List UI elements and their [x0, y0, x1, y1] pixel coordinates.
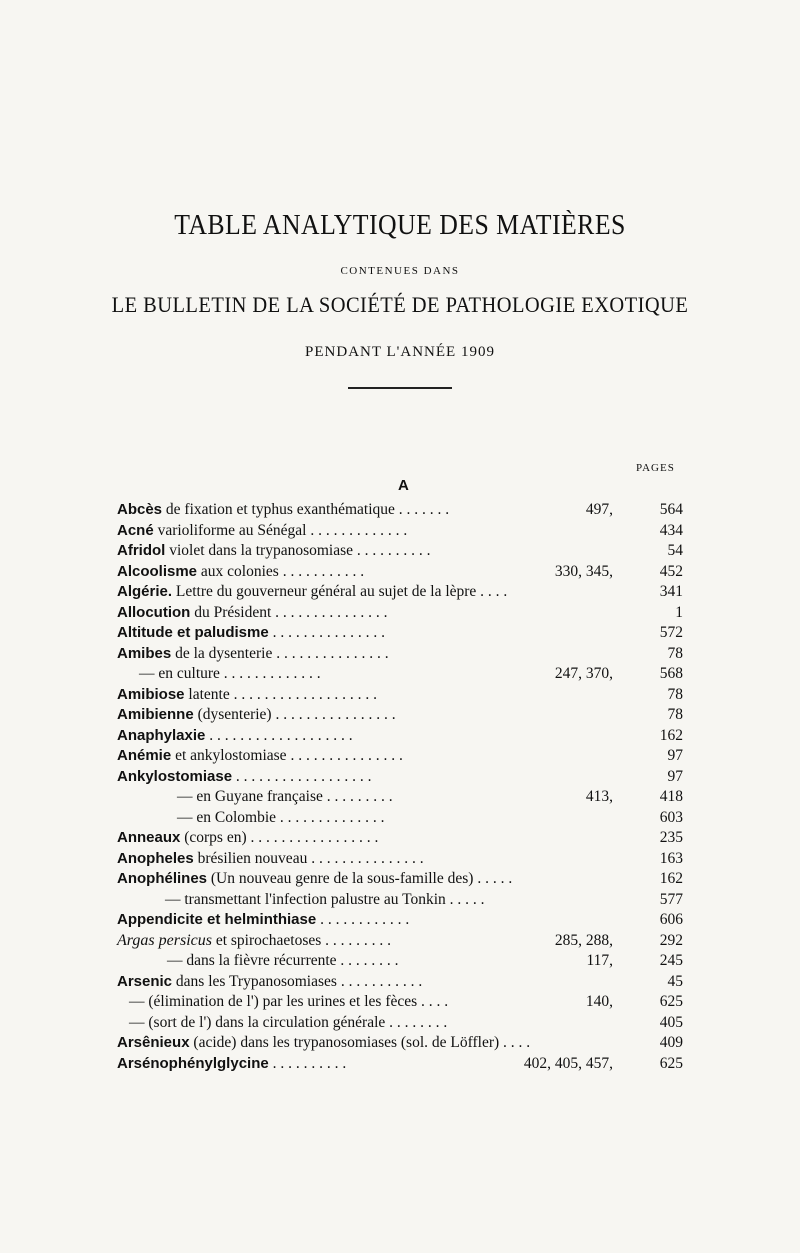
leader-dots: . . . . . — [473, 870, 513, 887]
leader-dots: . . . . . . . . . . . . . . . . — [271, 706, 396, 723]
index-entries — [117, 500, 685, 1074]
entry-page-refs: 247, 370, — [554, 665, 613, 682]
entry-page-number: 97 — [667, 767, 683, 785]
entry-label — [117, 664, 321, 685]
entry-description: (corps en) — [180, 829, 247, 846]
entry-description: (acide) dans les trypanosomiases (sol. de Löffler) — [189, 1034, 500, 1051]
entry-page-number: 568 — [659, 665, 683, 682]
entry-page-number: 54 — [667, 542, 683, 559]
entry-keyword: Anophélines — [117, 870, 208, 887]
entry-page-number: 97 — [667, 747, 683, 764]
entry-keyword: Anémie — [117, 747, 172, 764]
entry-description: — transmettant l'infection palustre au Tonkin — [165, 890, 446, 908]
entry-keyword: Arsenic — [117, 972, 173, 990]
entry-keyword: Argas persicus — [117, 931, 212, 949]
entry-page-number: 409 — [659, 1034, 683, 1051]
entry-label — [117, 828, 378, 849]
leader-dots: . . . . . . . . . . . . . . . — [272, 644, 389, 662]
entry-keyword: Anneaux — [117, 829, 181, 846]
entry-label — [117, 746, 403, 767]
index-entry — [117, 644, 685, 665]
index-entry — [117, 849, 685, 870]
entry-description: de fixation et typhus exanthématique — [162, 501, 395, 518]
entry-page-refs: 402, 405, 457, — [523, 1054, 613, 1072]
index-entry — [117, 1054, 685, 1075]
entry-description: — en Colombie — [177, 808, 277, 826]
entry-description: aux colonies — [197, 562, 279, 580]
index-entry — [117, 521, 685, 542]
index-entry — [117, 910, 685, 931]
entry-page-refs: 413, — [585, 788, 613, 805]
leader-dots: . . . . . . . . . . . . . . . — [271, 603, 388, 621]
entry-keyword: Amibienne — [117, 706, 194, 723]
index-entry — [117, 869, 685, 890]
leader-dots: . . . . — [499, 1034, 531, 1051]
index-entry — [117, 685, 685, 706]
index-entry — [117, 541, 685, 562]
index-entry — [117, 890, 685, 911]
leader-dots: . . . . . . . . . . . . . . . — [307, 849, 424, 867]
entry-page-number: 577 — [659, 890, 683, 908]
subtitle: CONTENUES DANS — [340, 265, 460, 277]
index-entry — [117, 1033, 685, 1054]
entry-label — [117, 767, 372, 788]
leader-dots: . . . . . . . . . . . . . — [219, 665, 321, 682]
entry-description: (Un nouveau genre de la sous-famille des) — [207, 870, 474, 887]
entry-description: latente — [184, 685, 230, 703]
leader-dots: . . . . — [476, 583, 508, 600]
entry-label — [117, 623, 385, 644]
section-letter: A — [398, 477, 409, 494]
entry-description: brésilien nouveau — [193, 849, 308, 867]
entry-keyword: Arsénophénylglycine — [117, 1054, 269, 1072]
leader-dots: . . . . . . . . . . . — [278, 562, 365, 580]
entry-label — [117, 910, 409, 931]
entry-page-refs: 117, — [586, 952, 613, 969]
entry-description: et ankylostomiase — [171, 747, 287, 764]
entry-label — [117, 972, 422, 993]
entry-keyword: Abcès — [117, 501, 163, 518]
entry-page-number: 1 — [675, 603, 683, 621]
leader-dots: . . . . . . . . . . . . . . — [276, 808, 385, 826]
entry-label — [117, 951, 399, 972]
leader-dots: . . . . . . . . . . . — [336, 972, 423, 990]
index-entry — [117, 664, 685, 685]
entry-description: varioliforme au Sénégal — [153, 521, 307, 539]
entry-page-refs: 497, — [585, 501, 613, 518]
entry-description: Lettre du gouverneur général au sujet de la lèpre — [172, 583, 477, 600]
entry-page-number: 162 — [659, 870, 683, 887]
entry-label — [117, 685, 377, 706]
leader-dots: . . . . . . . . . . . . . — [306, 521, 408, 539]
entry-page-refs: 140, — [585, 993, 613, 1010]
entry-keyword: Allocution — [117, 603, 191, 621]
entry-label — [117, 603, 388, 624]
index-entry — [117, 992, 685, 1013]
index-entry — [117, 951, 685, 972]
leader-dots: . . . . . . . . . . — [268, 1054, 347, 1072]
index-entry — [117, 726, 685, 747]
leader-dots: . . . . . — [445, 890, 485, 908]
entry-label — [117, 808, 385, 829]
entry-page-number: 452 — [659, 562, 683, 580]
leader-dots: . . . . . . . . . . . . . . . . . . . — [205, 726, 353, 744]
entry-page-refs: 330, 345, — [554, 562, 613, 580]
bulletin-title: LE BULLETIN DE LA SOCIÉTÉ DE PATHOLOGIE EXOTIQUE — [111, 292, 689, 317]
entry-label — [117, 1033, 530, 1054]
entry-page-number: 405 — [659, 1013, 683, 1031]
entry-label — [117, 931, 391, 952]
entry-label — [117, 562, 364, 583]
entry-page-number: 78 — [667, 706, 683, 723]
entry-page-refs: 285, 288, — [554, 931, 613, 949]
entry-keyword: Acné — [117, 521, 154, 539]
entry-page-number: 418 — [659, 788, 683, 805]
entry-description: violet dans la trypanosomiase — [165, 542, 354, 559]
leader-dots: . . . . . . . . — [336, 952, 399, 969]
entry-page-number: 434 — [659, 521, 683, 539]
entry-description: — (élimination de l') par les urines et les fèces — [129, 993, 418, 1010]
entry-description: (dysenterie) — [193, 706, 272, 723]
entry-label — [117, 541, 431, 562]
entry-page-number: 163 — [659, 849, 683, 867]
entry-page-number: 78 — [667, 685, 683, 703]
index-entry — [117, 746, 685, 767]
entry-label — [117, 1013, 447, 1034]
entry-label — [117, 726, 353, 747]
entry-keyword: Ankylostomiase — [117, 767, 233, 785]
leader-dots: . . . . . . . . . — [322, 788, 393, 805]
divider — [348, 387, 452, 389]
leader-dots: . . . . . . . . . . . . . . . . . . . — [229, 685, 377, 703]
entry-label — [117, 787, 393, 808]
index-entry — [117, 623, 685, 644]
entry-label — [117, 705, 396, 726]
entry-page-number: 245 — [659, 952, 683, 969]
entry-label — [117, 992, 448, 1013]
entry-label — [117, 500, 449, 521]
index-entry — [117, 808, 685, 829]
entry-page-number: 235 — [659, 829, 683, 846]
leader-dots: . . . . . . . — [394, 501, 450, 518]
entry-page-number: 45 — [667, 972, 683, 990]
entry-keyword: Anopheles — [117, 849, 194, 867]
entry-page-number: 564 — [659, 501, 683, 518]
entry-description: de la dysenterie — [171, 644, 273, 662]
entry-description: du Président — [190, 603, 272, 621]
entry-page-number: 341 — [659, 583, 683, 600]
year-line: PENDANT L'ANNÉE 1909 — [305, 344, 495, 360]
leader-dots: . . . . . . . . . . . . . . . — [268, 624, 385, 641]
leader-dots: . . . . . . . . . — [321, 931, 392, 949]
entry-page-number: 625 — [659, 1054, 683, 1072]
index-entry — [117, 787, 685, 808]
leader-dots: . . . . — [417, 993, 449, 1010]
index-entry — [117, 828, 685, 849]
index-entry — [117, 705, 685, 726]
pages-column-header: PAGES — [636, 462, 675, 474]
leader-dots: . . . . . . . . — [385, 1013, 448, 1031]
index-entry — [117, 767, 685, 788]
entry-page-number: 606 — [659, 911, 683, 928]
page-title: TABLE ANALYTIQUE DES MATIÈRES — [174, 210, 626, 241]
index-entry — [117, 603, 685, 624]
entry-description: — dans la fièvre récurrente — [167, 952, 337, 969]
index-entry — [117, 562, 685, 583]
entry-keyword: Afridol — [117, 542, 166, 559]
entry-page-number: 572 — [659, 624, 683, 641]
entry-description: — en culture — [139, 665, 220, 682]
entry-label — [117, 644, 389, 665]
entry-page-number: 78 — [667, 644, 683, 662]
entry-description: — en Guyane française — [177, 788, 323, 805]
entry-description: dans les Trypanosomiases — [172, 972, 337, 990]
entry-keyword: Algérie. — [117, 583, 173, 600]
entry-page-number: 162 — [659, 726, 683, 744]
entry-label — [117, 582, 507, 603]
entry-keyword: Amibiose — [117, 685, 185, 703]
entry-keyword: Alcoolisme — [117, 562, 198, 580]
leader-dots: . . . . . . . . . . . . . . . . . . — [232, 767, 372, 785]
entry-page-number: 603 — [659, 808, 683, 826]
entry-keyword: Amibes — [117, 644, 172, 662]
entry-description: et spirochaetoses — [211, 931, 322, 949]
entry-label — [117, 869, 512, 890]
entry-keyword: Arsênieux — [117, 1034, 190, 1051]
entry-keyword: Altitude et paludisme — [117, 624, 269, 641]
entry-label — [117, 521, 407, 542]
index-entry — [117, 972, 685, 993]
entry-label — [117, 890, 485, 911]
leader-dots: . . . . . . . . . . . . . . . . . — [246, 829, 379, 846]
entry-label — [117, 849, 424, 870]
entry-keyword: Anaphylaxie — [117, 726, 206, 744]
leader-dots: . . . . . . . . . . . . . . . — [286, 747, 403, 764]
entry-keyword: Appendicite et helminthiase — [117, 911, 317, 928]
entry-description: — (sort de l') dans la circulation générale — [129, 1013, 386, 1031]
index-entry — [117, 582, 685, 603]
entry-label — [117, 1054, 346, 1075]
entry-page-number: 625 — [659, 993, 683, 1010]
index-entry — [117, 500, 685, 521]
leader-dots: . . . . . . . . . . — [353, 542, 431, 559]
entry-page-number: 292 — [659, 931, 683, 949]
index-entry — [117, 1013, 685, 1034]
leader-dots: . . . . . . . . . . . . — [316, 911, 410, 928]
index-entry — [117, 931, 685, 952]
